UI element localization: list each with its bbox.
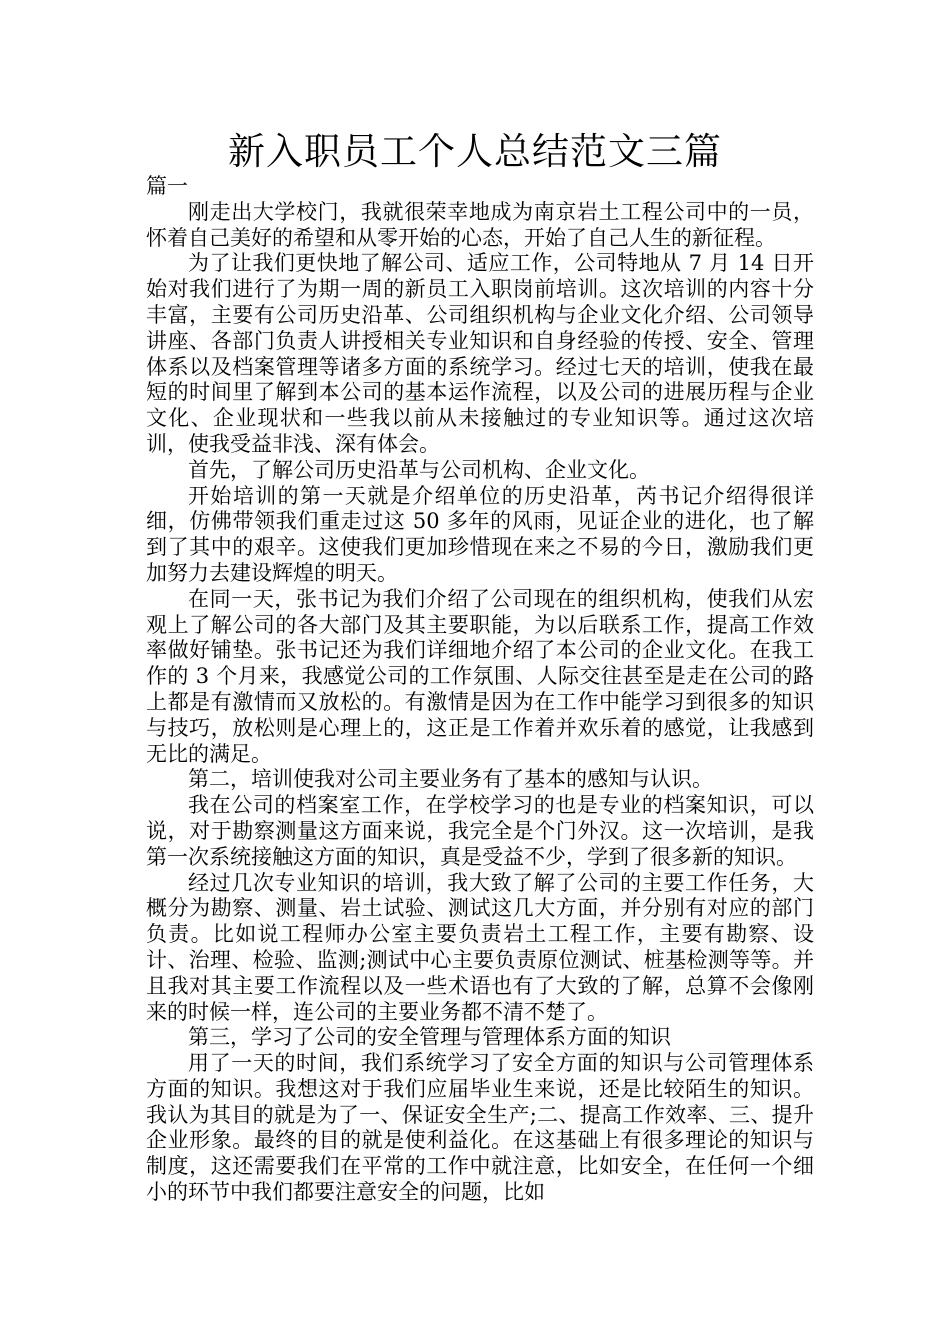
paragraph-2: 为了让我们更快地了解公司、适应工作，公司特地从 7 月 14 日开始对我们进行了为期一周的新员工入职岗前培训。这次培训的内容十分丰富，主要有公司历史沿革、公司组织机构与企业文化介绍、公司领导讲座、各部门负责人讲授相关专业知识和自身经验的传授、安全、管理体系以及档案管理等诸多方面的系统学习。经过七天的培训，使我在最短的时间里了解到本公司的基本运作流程，以及公司的进展历程与企业文化、企业现状和一些我以前从未接触过的专业知识等。通过这次培训，使我受益非浅、深有体会。 [146, 251, 814, 456]
paragraph-3: 首先，了解公司历史沿革与公司机构、企业文化。 [188, 457, 650, 482]
paragraph-1: 刚走出大学校门，我就很荣幸地成为南京岩土工程公司中的一员，怀着自己美好的希望和从零开始的心态，开始了自己人生的新征程。 [146, 199, 814, 250]
paragraph-8: 经过几次专业知识的培训，我大致了解了公司的主要工作任务，大概分为勘察、测量、岩土试验、测试这几大方面，并分别有对应的部门负责。比如说工程师办公室主要负责岩土工程工作，主要有勘察、设计、治理、检验、监测;测试中心主要负责原位测试、桩基检测等等。并且我对其主要工作流程以及一些术语也有了大致的了解，总算不会像刚来的时候一样，连公司的主要业务都不清不楚了。 [146, 870, 814, 1024]
section-label: 篇一 [146, 174, 188, 198]
document-body [146, 174, 814, 1206]
paragraph-10: 用了一天的时间，我们系统学习了安全方面的知识与公司管理体系方面的知识。我想这对于我们应届毕业生来说，还是比较陌生的知识。我认为其目的就是为了一、保证安全生产;二、提高工作效率、三、提升企业形象。最终的目的就是使利益化。在这基础上有很多理论的知识与制度，这还需要我们在平常的工作中就注意，比如安全，在任何一个细小的环节中我们都要注意安全的问题，比如 [146, 1051, 814, 1205]
paragraph-7: 我在公司的档案室工作，在学校学习的也是专业的档案知识，可以说，对于勘察测量这方面来说，我完全是个门外汉。这一次培训，是我第一次系统接触这方面的知识，真是受益不少，学到了很多新的知识。 [146, 793, 814, 869]
paragraph-9: 第三，学习了公司的安全管理与管理体系方面的知识 [188, 1025, 671, 1050]
paragraph-4: 开始培训的第一天就是介绍单位的历史沿革，芮书记介绍得很详细，仿佛带领我们重走过这 50 多年的风雨，见证企业的进化，也了解到了其中的艰辛。这使我们更加珍惜现在来之不易的今日，激励我们更加努力去建设辉煌的明天。 [146, 483, 814, 585]
document-title: 新入职员工个人总结范文三篇 [228, 130, 722, 173]
paragraph-5: 在同一天，张书记为我们介绍了公司现在的组织机构，使我们从宏观上了解公司的各大部门及其主要职能，为以后联系工作，提高工作效率做好铺垫。张书记还为我们详细地介绍了本公司的企业文化。在我工作的 3 个月来，我感觉公司的工作氛围、人际交往甚至是走在公司的路上都是有激情而又放松的。有激情是因为在工作中能学习到很多的知识与技巧，放松则是心理上的，这正是工作着并欢乐着的感觉，让我感到无比的满足。 [146, 586, 814, 766]
paragraph-6: 第二，培训使我对公司主要业务有了基本的感知与认识。 [188, 767, 713, 792]
